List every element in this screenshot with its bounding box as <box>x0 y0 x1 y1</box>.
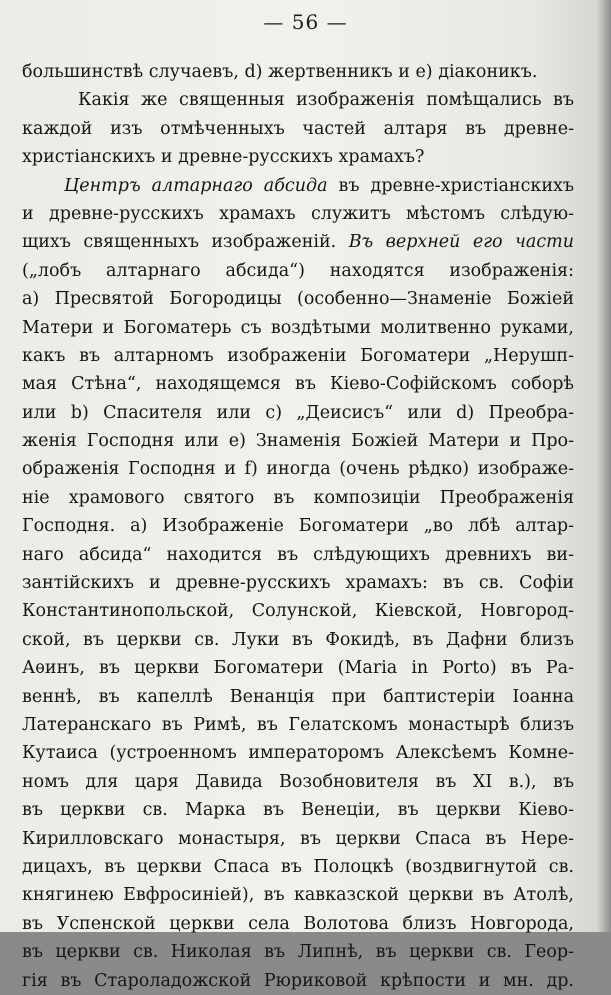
text-line <box>22 825 574 853</box>
text-line <box>22 569 574 597</box>
text-line <box>22 427 574 455</box>
body-text <box>22 58 574 995</box>
text-line <box>22 58 574 86</box>
text-segment: Кутаиса (устроенномъ императоромъ Алексѣемъ Комне- <box>22 743 574 764</box>
text-segment: женія Господня или e) Знаменія Божіей Матери и Про- <box>22 431 574 452</box>
text-line <box>22 967 574 995</box>
text-segment: дицахъ, въ церкви Спаса въ Полоцкѣ (воздвигнутой св. <box>22 856 574 877</box>
text-segment: Константинопольской, Солунской, Кіевской, Новгород- <box>22 601 574 622</box>
text-segment: Матери и Богоматерь съ воздѣтыми молитвенно руками, <box>22 317 574 338</box>
text-line <box>22 796 574 824</box>
text-line <box>22 257 574 285</box>
text-segment: веннѣ, въ капеллѣ Венанція при баптистеріи Іоанна <box>22 686 574 707</box>
text-segment: гія въ Староладожской Рюриковой крѣпости и мн. др. <box>22 970 574 991</box>
text-segment: или b) Спасителя или c) „Деисисъ“ или d) Преобра- <box>22 402 574 423</box>
text-segment: Господня. a) Изображеніе Богоматери „во лбѣ алтар- <box>22 516 574 537</box>
text-line <box>22 314 574 342</box>
text-segment: Кирилловскаго монастыря, въ церкви Спаса въ Нере- <box>22 828 574 849</box>
text-line <box>22 768 574 796</box>
text-segment: наго абсида“ находится въ слѣдующихъ древнихъ ви- <box>22 544 574 565</box>
text-segment: въ церкви св. Марка въ Венеціи, въ церкви Кіево- <box>22 800 574 821</box>
text-segment: Латеранскаго въ Римѣ, въ Гелатскомъ монастырѣ близъ <box>22 714 574 735</box>
text-segment: княгинею Евфросиніей), въ кавказской церкви въ Атолѣ, <box>22 885 574 906</box>
text-line <box>22 370 574 398</box>
text-line <box>22 711 574 739</box>
text-line <box>22 228 574 256</box>
text-line <box>22 853 574 881</box>
text-line <box>22 172 574 200</box>
text-line <box>22 541 574 569</box>
text-line <box>22 143 574 171</box>
text-segment: мая Стѣна“, находящемся въ Кіево-Софійскомъ соборѣ <box>22 374 574 395</box>
text-segment: большинствѣ случаевъ, d) жертвенникъ и e) діаконикъ. <box>22 62 538 82</box>
text-line <box>22 455 574 483</box>
text-segment: ображенія Господня и f) иногда (очень рѣдко) изображе- <box>22 459 574 480</box>
text-segment: („лобъ алтарнаго абсида“) находятся изображенія: <box>22 260 574 281</box>
text-segment: щихъ священныхъ изображеній. <box>22 232 349 253</box>
text-line <box>22 342 574 370</box>
text-line <box>22 597 574 625</box>
text-segment: въ церкви св. Николая въ Липнѣ, въ церкви св. Геор- <box>22 942 574 963</box>
italic-segment: Въ верхней его части <box>348 232 575 253</box>
text-segment: въ Успенской церкви села Волотова близъ Новгорода, <box>22 913 574 934</box>
text-line <box>22 200 574 228</box>
text-line <box>22 881 574 909</box>
text-segment: христіанскихъ и древне-русскихъ храмахъ? <box>22 147 425 168</box>
text-line <box>22 654 574 682</box>
text-line <box>22 739 574 767</box>
text-segment: ніе храмового святого въ композиціи Преображенія <box>22 487 574 508</box>
text-segment: Аѳинъ, въ церкви Богоматери (Maria in Porto) въ Ра- <box>22 658 574 679</box>
text-segment: ской, въ церкви св. Луки въ Фокидѣ, въ Дафни близъ <box>22 629 574 650</box>
text-line <box>22 512 574 540</box>
text-line <box>22 399 574 427</box>
text-line <box>22 285 574 313</box>
text-line <box>22 115 574 143</box>
text-line <box>22 938 574 966</box>
text-line <box>22 683 574 711</box>
text-segment: зантійскихъ и древне-русскихъ храмахъ: въ св. Софіи <box>22 573 574 594</box>
text-segment: въ древне-христіанскихъ <box>327 175 574 196</box>
page-number: — 56 — <box>263 10 348 34</box>
italic-segment: Центръ алтарнаго абсида <box>64 175 328 196</box>
text-segment: каждой изъ отмѣченныхъ частей алтаря въ древне- <box>22 118 574 139</box>
text-line <box>22 484 574 512</box>
text-segment: Какія же священныя изображенія помѣщались въ <box>78 90 574 111</box>
text-line <box>22 86 574 114</box>
text-segment: a) Пресвятой Богородицы (особенно—Знаменіе Божіей <box>22 289 574 310</box>
text-segment: номъ для царя Давида Возобновителя въ XI в.), въ <box>22 771 574 792</box>
text-line <box>22 910 574 938</box>
text-segment: и древне-русскихъ храмахъ служитъ мѣстомъ слѣдую- <box>22 203 574 224</box>
page-edge-shadow <box>597 0 611 932</box>
text-line <box>22 626 574 654</box>
text-segment: какъ въ алтарномъ изображеніи Богоматери „Нерушп- <box>22 345 574 366</box>
